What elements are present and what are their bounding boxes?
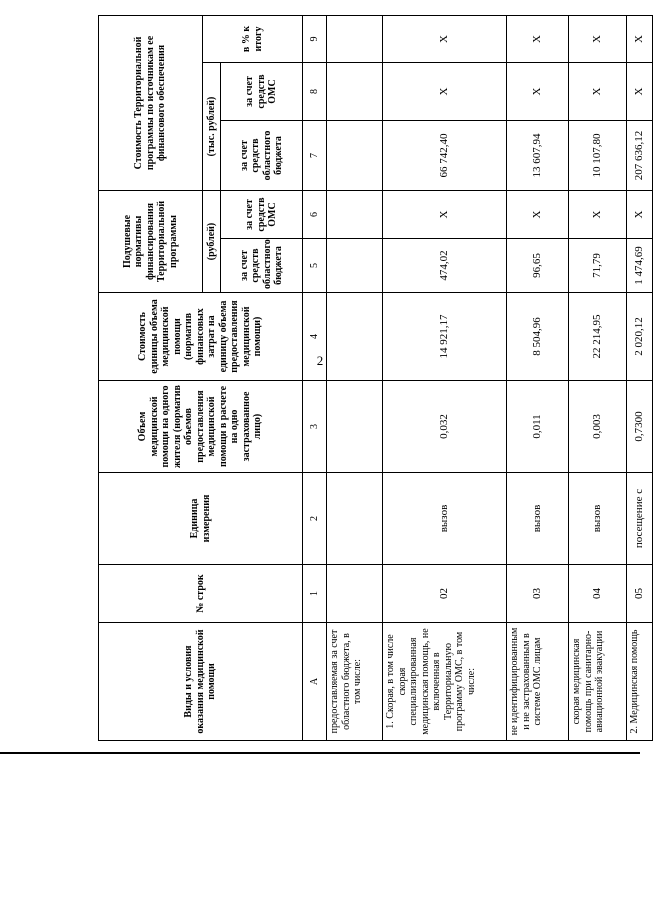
table-cell: 66 742,40 [383,121,507,191]
table-cell: 1 474,69 [627,239,653,293]
table-cell [327,239,383,293]
colnum: 7 [303,121,327,191]
table-cell: вызов [507,473,569,565]
column-numbers-row [303,15,327,740]
table-row [383,15,507,740]
colnum: 4 [303,293,327,381]
table-cell: вызов [569,473,627,565]
table-cell: 71,79 [569,239,627,293]
table-cell: X [383,191,507,239]
colnum: 8 [303,63,327,121]
header-norms-unit: (рублей) [203,191,221,293]
table-row [569,15,627,740]
table-cell: X [507,63,569,121]
page-number: 2 [316,353,324,368]
table-cell: X [507,191,569,239]
table-cell: 0,011 [507,381,569,473]
rotated-table-container [98,16,646,741]
table-cell: 10 107,80 [569,121,627,191]
colnum: 6 [303,191,327,239]
table-cell: 22 214,95 [569,293,627,381]
table-cell: X [569,15,627,62]
colnum: 9 [303,15,327,62]
header-unit: Единица измерения [99,473,303,565]
table-cell: 96,65 [507,239,569,293]
row-name-cell: скорая медицинская помощь при санитарно-авиационной эвакуации [569,623,627,741]
row-name-cell: 2. Медицинская помощь [627,623,653,741]
colnum: 1 [303,565,327,623]
header-program-cost: Стоимость Территориальной программы по источникам ее финансового обеспечения [99,15,203,190]
table-cell [327,293,383,381]
table-cell: 02 [383,565,507,623]
page-separator-line [0,752,640,754]
table-cell [327,565,383,623]
table-cell: посещение с [627,473,653,565]
header-unit-cost: Стоимость единицы объема медицинской помощи (норматив финансовых затрат на единицу объема предоставления медицинской помощи) [99,293,303,381]
table-cell: 2 020,12 [627,293,653,381]
header-volume: Объем медицинской помощи на одного жителя (норматив объемов предоставления медицинской помощи в расчете на одно застрахованное лицо) [99,381,303,473]
table-cell [327,381,383,473]
header-total-budget: за счет средств областного бюджета [221,121,303,191]
table-cell [327,473,383,565]
table-cell: вызов [383,473,507,565]
table-cell: 14 921,17 [383,293,507,381]
table-cell: 474,02 [383,239,507,293]
table-cell [327,191,383,239]
colnum: A [303,623,327,741]
header-cost-unit: (тыс. рублей) [203,63,221,191]
table-cell: X [507,15,569,62]
table-cell: 207 636,12 [627,121,653,191]
header-norm-budget: за счет средств областного бюджета [221,239,303,293]
table-cell: 8 504,96 [507,293,569,381]
table-cell: X [383,15,507,62]
financing-table [98,15,653,741]
table-cell: 0,7300 [627,381,653,473]
table-cell: 0,032 [383,381,507,473]
table-cell: 0,003 [569,381,627,473]
colnum: 2 [303,473,327,565]
row-name-cell: не идентифицированным и не застрахованным в системе ОМС лицам [507,623,569,741]
header-per-capita-norms: Подушевые нормативы финансирования Территориальной программы [99,191,203,293]
table-cell [327,15,383,62]
table-row [507,15,569,740]
header-total-oms: за счет средств ОМС [221,63,303,121]
table-row [327,15,383,740]
colnum: 5 [303,239,327,293]
table-cell: X [627,63,653,121]
table-cell: X [627,191,653,239]
table-cell: 04 [569,565,627,623]
table-cell: 13 607,94 [507,121,569,191]
colnum: 3 [303,381,327,473]
table-cell [327,63,383,121]
header-row-number: № строк [99,565,303,623]
table-cell [327,121,383,191]
row-name-cell: 1. Скорая, в том числе скорая специализированная медицинская помощь, не включенная в Территориальную программу ОМС, в том числе: [383,623,507,741]
header-norm-oms: за счет средств ОМС [221,191,303,239]
table-row [627,15,653,740]
table-cell: X [383,63,507,121]
row-name-cell: предоставляемая за счет областного бюджета, в том числе: [327,623,383,741]
table-cell: X [569,191,627,239]
table-cell: 03 [507,565,569,623]
table-cell: X [627,15,653,62]
table-cell: X [569,63,627,121]
header-percent-total: в % к итогу [203,15,303,62]
header-services: Виды и условия оказания медицинской помощи [99,623,303,741]
table-cell: 05 [627,565,653,623]
